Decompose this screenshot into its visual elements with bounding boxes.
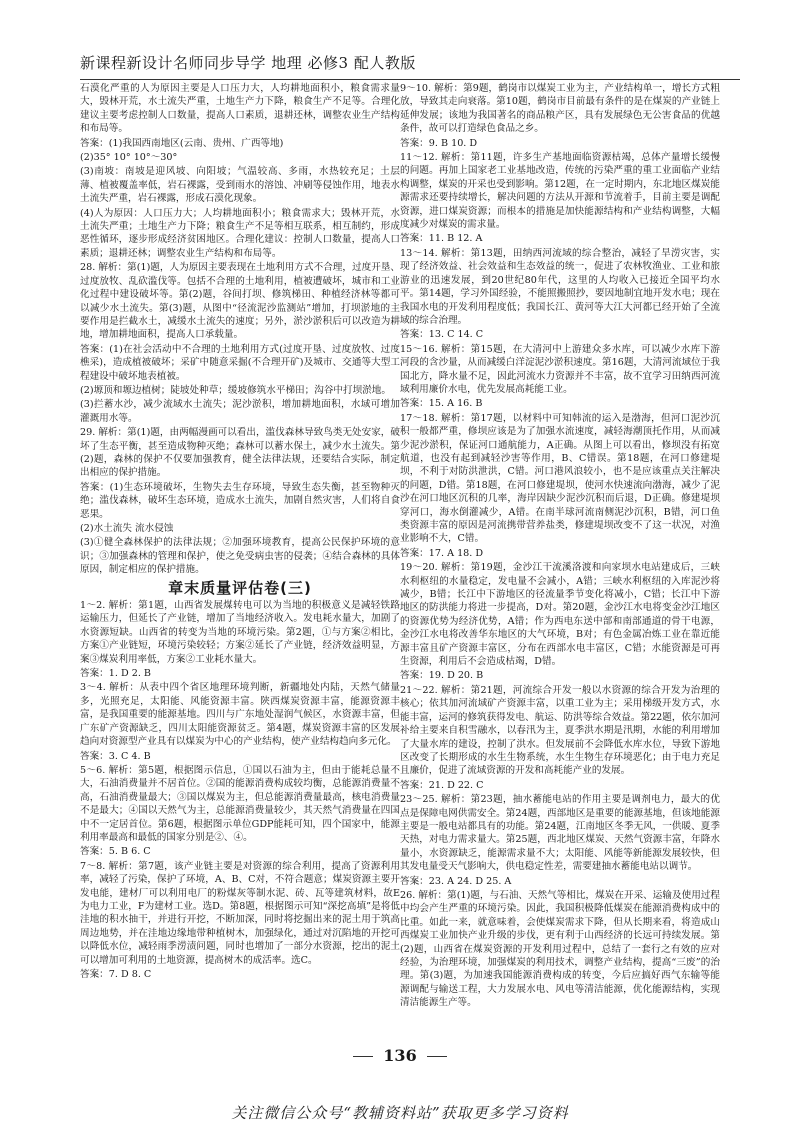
paragraph: 答案：(1)我国西南地区(云南、贵州、广西等地) [80,137,284,149]
paragraph: 28. 解析：第(1)题，人为原因主要表现在土地利用方式不合理，过度开垦、过度放牧、乱砍滥伐等。包括不合理的土地利用，植被遭破坏，城市和工业化过程中建设破坏等。第(2)题，谷间打坝、修筑梯田、种植经济林等都可以减少水土流失。第(3)题，从图中“径流泥沙监测站”增加，打坝淤地的主要作用是拦截水土，减缓水土流失的速度；另外，淤沙淤积后可以改造为耕地，增加耕地面积，提高人口承载量。 [80,262,400,341]
left-lines-after [80,599,400,981]
paragraph: 1～2. 解析：第1题，山西省发展煤转电可以为当地的积极意义是减轻铁路运输压力，但延长了产业链，增加了当地经济收入。发电耗水量大，加剧了水资源短缺。山西省的转变为当地的环境污染。第2题，①与方案②相比，方案①产业链短，环境污染较轻；方案②延长了产业链，经济效益明显，方案③煤炭利用率低，方案②工业耗水量大。 [80,600,400,665]
paragraph: 答案：9. B 10. D [400,137,478,149]
paragraph: (3)拦蓄水沙，减少流域水土流失；泥沙淤积，增加耕地面积，水域可增加灌溉用水等。 [80,399,400,424]
paragraph: 答案：17. A 18. D [400,547,484,559]
paragraph: 答案：3. C 4. B [80,750,151,762]
paragraph: 答案：(1)生态环境破坏，生物失去生存环境，导致生态失衡，甚至物种灭绝；滥伐森林，破坏生态环境，造成水土流失，加剧自然灾害，人们将自食恶果。 [80,481,400,520]
paragraph: 答案：(1)在社会活动中不合理的土地利用方式(过度开垦、过度放牧、过度樵采)，造成植被破坏；采矿中随意采掘(不合理开矿)及城市、交通等大型工程建设中破坏地表植被。 [80,343,400,382]
paragraph: 13～14. 解析：第13题，田纳西河流域的综合整治，减轻了旱涝灾害，实现了经济效益、社会效益和生态效益的统一，促进了农林牧渔业、工业和旅游业的迅速发展，到20世纪80年代，这里的人均收入已接近全国平均水平。第14题，学习外国经验，不能照搬照抄，要因地制宜地开发水电；现在我国水电的开发利用程度低；我国长江、黄河等大江大河都已经开始了全流域的综合治理。 [400,247,720,326]
paragraph: (3)①健全森林保护的法律法规；②加强环境教育，提高公民保护环境的意识；③加强森林的管理和保护，使之免受病虫害的侵袭；④结合森林的具体原因，制定相应的保护措施。 [80,537,400,576]
paragraph: 23～25. 解析：第23题，抽水蓄能电站的作用主要是调剂电力，最大的优点是保障电网供需安全。第24题，西部地区是重要的能源基地，但该地能源主要是一般电站都具有的功能。第24题，江南地区冬季无风，一供暖、夏季天热，对电力需求量大。第25题，西北地区煤炭、天然气资源丰富，年降水量小，水资源缺乏，能源需求量不大；太阳能、风能等新能源发展较快，但其发电量受天气影响大，供电稳定性差，需要建抽水蓄能电站以调节。 [400,794,720,873]
paragraph: 15～16. 解析：第15题，在大清河中上游建众多水库，可以减少水库下游河段的含沙量，从而减缓白洋淀泥沙淤积速度。第16题，大清河流域位于我国北方，降水量不足，因此河流水力资源并不丰富，故不宜学习田纳西河流域利用廉价水电，优先发展高耗能工业。 [400,343,720,395]
left-column [80,82,400,1042]
paragraph: 11～12. 解析：第11题，许多生产基地面临资源枯竭，总体产量增长缓慢的问题。再加上国家老工业基地改造，传统的污染严重的重工业面临产业结构调整，煤炭的开采也受到影响。第12题，在一定时期内，东北地区煤炭能源需求还要持续增长，解决问题的方法从开源和节流着手，目前主要是调配资源，进口煤炭资源；而根本的措施是加快能源结构和产业结构调整，大幅度减少对煤炭的需求量。 [400,152,720,231]
paragraph: 答案：7. D 8. C [80,969,152,980]
paragraph: 答案：21. D 22. C [400,779,484,791]
paragraph: 17～18. 解析：第17题，以材料中可知韩流的运入是渤海，但河口泥沙沉积一般都严重，修坝应该是为了加强水流速度，减轻海潮顶托作用，从而减少泥沙淤积，保证河口通航能力，A正确。从图上可以看出，修坝没有拓宽航道，也没有起到减轻沙害等作用，B、C错误。第18题，在河口修建堤坝，不利于对防洪泄洪，C错。河口港风浪较小，也不是应该重点关注解决的问题，D错。第18题，在河口修建堤坝，使河水快速流向渤海，减少了泥沙在河口地区沉积的几率，海岸因缺少泥沙沉积而后退，D正确。修建堤坝穿河口，海水倒灌减少，A错。在南半球河流南侧泥沙沉积，B错，河口鱼类资源丰富的原因是河流携带营养盐类，修建堤坝改变不了这一状况，对渔业影响不大，C错。 [400,412,720,545]
right-column [400,82,720,1042]
paragraph: 答案：13. C 14. C [400,329,484,341]
paragraph: (2)塬顶和塬边植树；陡坡处种草；缓坡修筑水平梯田；沟谷中打坝淤地。 [80,384,391,396]
paragraph: 答案：5. B 6. C [80,846,151,858]
paragraph: 5～6. 解析：第5题，根据图示信息，①国以石油为主，但由于能耗总量不大，石油消费量并不居首位。②国的能源消费构成较均衡，总能源消费量不高，石油消费量最大；③国以煤炭为主，但总能源消费量最高，核电消费量不是最大；④国以天然气为主，总能源消费量较少，其天然气消费量在四国中不一定居首位。第6题，根据图示单位GDP能耗可知，四个国家中，能源利用率最高和最低的国家分别是②、④。 [80,764,400,843]
page-number: 136 [0,1046,800,1065]
paragraph: 21～22. 解析：第21题，河流综合开发一般以水资源的综合开发为治理的核心；依其加河流域矿产资源丰富，以重工业为主；采用梯级开发方式，水能丰富，运河的修筑获得发电、航运、防洪等综合效益。第22题，依尔加河补给主要来自积雪融水，以春汛为主，夏季洪水期是汛期，水能的利用增加了大量水库的建设，控制了洪水。但发展前不会降低水库水位，导致下游地区改变了长期形成的水生生物系统，水生生物生存环境恶化；由于电力充足且廉价，促进了流域资源的开发和高耗能产业的发展。 [400,684,720,777]
paragraph: 29. 解析：第(1)题，由两幅漫画可以看出，滥伐森林导致鸟类无处安家，破坏了生态平衡，甚至造成物种灭绝；森林可以蓄水保土，减少水土流失。第(2)题，森林的保护不仅要加强教育，健全法律法规，还要结合实际，制定出相应的保护措施。 [80,427,400,479]
paragraph: 9～10. 解析：第9题，鹤岗市以煤炭工业为主，产业结构单一，增长方式粗放，导致其走向衰落。第10题，鹤岗市目前最有条件的是在煤炭的产业链上延伸发展；该地为我国著名的商品粮产区，具有发展绿色无公害食品的优越条件，故可以打造绿色食品之乡。 [400,83,720,135]
paragraph: (3)南坡：南坡是迎风坡、向阳坡；气温较高、多雨，水热较充足；土层薄、植被覆盖率低，岩石裸露，受到雨水的溶蚀、冲刷等侵蚀作用，地表水土流失严重，岩石裸露，形成石漠化现象。 [80,166,400,205]
paragraph: (2)35° 10° 10°～30° [80,152,178,164]
paragraph: (2)水土流失 流水侵蚀 [80,523,174,534]
paragraph: 答案：1. D 2. B [80,668,151,680]
page-header: 新课程新设计名师同步导学 地理 必修3 配人教版 [80,52,740,80]
paragraph: 26. 解析：第(1)题，与石油、天然气等相比，煤炭在开采、运输及使用过程中均会产生严重的环境污染。因此，我国积极降低煤炭在能源消费构成中的比重。如此一来，就意味着，会使煤炭需求下降，但从长期来看，将造成山西煤炭工业加快产业升级的步伐，更有利于山西经济的长远可持续发展。第(2)题，山西省在煤炭资源的开发利用过程中，总结了一套行之有效的应对经验，为治理环境，加强煤炭的利用技术，调整产业结构，提高“三废”的治理。第(3)题，为加速我国能源消费构成的转变，今后应搞好西气东输等能源调配与输送工程，大力发展水电、风电等清洁能源，优化能源结构，实现清洁能源生产等。 [400,889,720,1009]
paragraph: 石漠化严重的人为原因主要是人口压力大，人均耕地面积小，粮食需求量大，毁林开荒，水土流失严重，土地生产力下降，粮食生产不足等。合理化建议主要考虑控制人口数量，提高人口素质，退耕还林，调整农业生产结构和布局等。 [80,83,400,135]
footer-note: 关注微信公众号“教辅资料站”获取更多学习资料 [231,1104,569,1122]
paragraph: 答案：23. A 24. D 25. A [400,875,512,887]
section-heading: 章末质量评估卷(三) [168,578,312,597]
paragraph: (4)人为原因：人口压力大；人均耕地面积小；粮食需求大；毁林开荒，水土流失严重；土地生产力下降；粮食生产不足等相互联系，相互制约，形成恶性循环，逐步形成经济贫困地区。合理化建议：控制人口数量，提高人口素质；退耕还林；调整农业生产结构和布局等。 [80,207,400,259]
paragraph: 答案：15. A 16. B [400,398,483,410]
paragraph: 19～20. 解析：第19题，金沙江干流溪洛渡和向家坝水电站建成后，三峡水利枢纽的水量稳定，发电量不会减小，A错；三峡水利枢纽的入库泥沙将减少，B错；长江中下游地区的径流量季节变化将减小，C错；长江中下游地区的防洪能力将进一步提高，D对。第20题，金沙江水电将变金沙江地区的资源优势为经济优势，A错；作为西电东送中部和南部通道的骨干电源，金沙江水电将改善华东地区的大气环境，B对；有色金属冶炼工业在靠近能源丰富且矿产资源丰富区，分布在西部水电丰富区，C错；水能资源是可再生资源，利用后不会造成枯竭，D错。 [400,562,720,668]
paragraph: 3～4. 解析：从表中四个省区地理环境判断，新疆地处内陆，天然气储量多，光照充足，太阳能、风能资源丰富。陕西煤炭资源丰富，能源资源丰富，是我国重要的能源基地。四川与广东地处湿润气候区，水资源丰富，但广东矿产资源缺乏，四川太阳能资源贫乏。第4题，煤炭资源丰富的区发展趋向对资源型产业具有以煤炭为中心的产业结构，使产业结构趋向多元化。 [80,682,400,748]
right-lines [400,82,720,1010]
paragraph: 答案：19. D 20. B [400,670,484,682]
paragraph: 7～8. 解析：第7题，该产业链主要是对资源的综合利用，提高了资源利用率，减轻了污染，保护了环境，A、B、C对，不符合题意；煤炭资源主要开发电能，建材厂可以利用电厂的粉煤灰等制水泥、砖、瓦等建筑材料，故E为电力工业，F为建材工业。选D。第8题，根据图示可知“深挖高填”是将低洼地的积水抽干，并进行开挖，不断加深，同时将挖掘出来的泥土用于筑高周边地势，并在洼地边缘地带种植树木，加强绿化，通过对沉陷地的开挖可以降低水位，减轻雨季涝渍问题，同时也增加了一部分水资源，挖出的泥土可以增加可利用的土地资源，提高树木的成活率。选C。 [80,860,400,966]
paragraph: 答案：11. B 12. A [400,233,483,245]
left-lines [80,82,400,577]
